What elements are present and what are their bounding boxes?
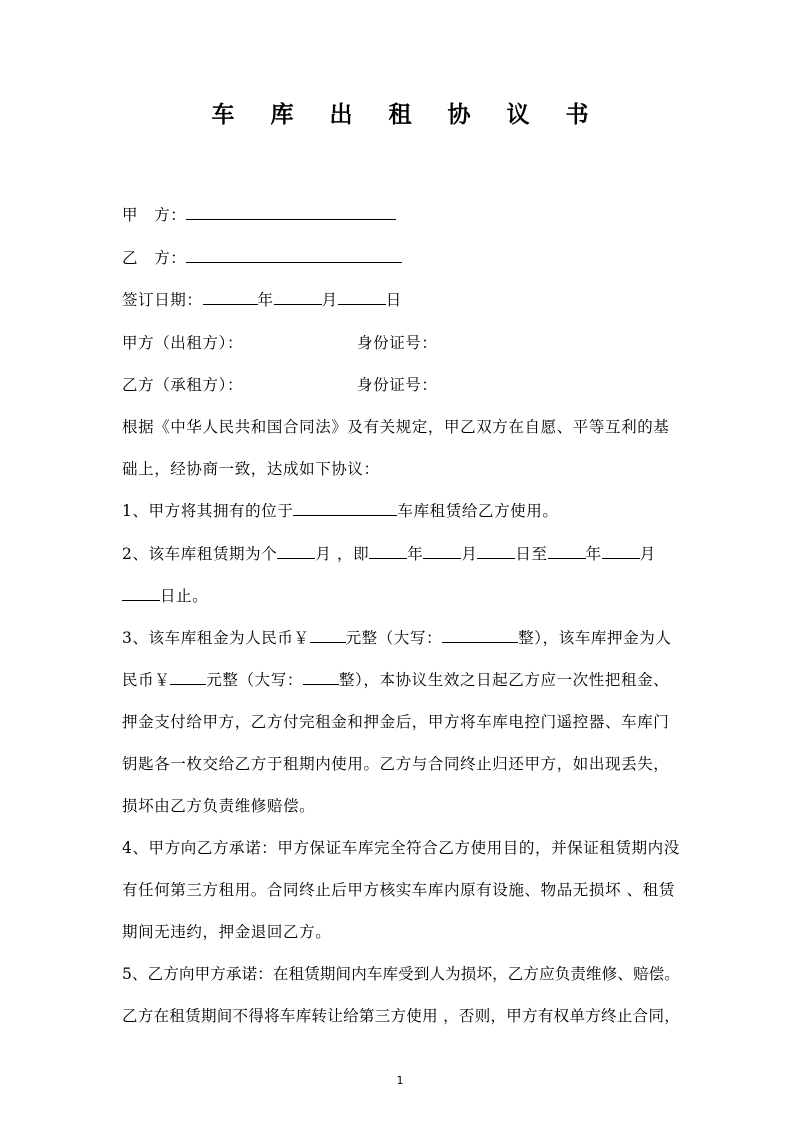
clause-4-line-1: 4、甲方向乙方承诺：甲方保证车库完全符合乙方使用目的，并保证租赁期内没 [122, 839, 680, 857]
sign-year-blank[interactable] [203, 290, 258, 305]
deposit-amount-blank[interactable] [170, 670, 206, 685]
party-a-blank[interactable] [186, 205, 396, 220]
deposit-amount-words-blank[interactable] [303, 670, 339, 685]
clause-2-text-d: 月 [461, 545, 478, 563]
clause-3-line-3: 押金支付给甲方，乙方付完租金和押金后，甲方将车库电控门遥控器、车库门 [122, 713, 670, 731]
clause-4-line-3: 期间无违约，押金退回乙方。 [122, 923, 332, 941]
clause-5-line-2: 乙方在租赁期间不得将车库转让给第三方使用 ，否则，甲方有权单方终止合同， [122, 1007, 681, 1025]
sign-month-unit: 月 [321, 291, 338, 309]
clause-2-line-1 [122, 544, 656, 564]
clause-3-text-a: 3、该车库租金为人民币￥ [122, 629, 310, 647]
lessee-line [122, 375, 438, 395]
intro-line-2: 础上，经协商一致，达成如下协议： [122, 460, 380, 478]
lessor-id-label: 身份证号： [357, 334, 438, 352]
lessor-label: 甲方（出租方）： [122, 334, 244, 352]
lessee-id-label: 身份证号： [357, 376, 438, 394]
clause-2-text-a: 2、该车库租赁期为个 [122, 545, 278, 563]
sign-date-line [122, 290, 402, 310]
clause-3-text-f: 整），本协议生效之日起乙方应一次性把租金、 [338, 671, 670, 689]
sign-month-blank[interactable] [274, 290, 322, 305]
rent-amount-blank[interactable] [310, 628, 346, 643]
sign-day-unit: 日 [385, 291, 402, 309]
clause-2-text-b: 月 ，即 [315, 545, 370, 563]
clause-3-line-4: 钥匙各一枚交给乙方于租期内使用。乙方与合同终止归还甲方，如出现丢失， [122, 755, 670, 773]
party-a-label: 甲 方： [122, 206, 187, 224]
party-b-line [122, 248, 402, 268]
sign-day-blank[interactable] [338, 290, 386, 305]
clause-2-text-g: 月 [639, 545, 656, 563]
clause-2-text-c: 年 [407, 545, 424, 563]
clause-1-text-a: 1、甲方将其拥有的位于 [122, 502, 294, 520]
lessor-line [122, 333, 438, 353]
clause-3-text-b: 元整（大写： [345, 629, 443, 647]
clause-4-line-2: 有任何第三方租用。合同终止后甲方核实车库内原有设施、物品无损坏 、租赁 [122, 881, 675, 899]
sign-year-unit: 年 [257, 291, 274, 309]
rent-amount-words-blank[interactable] [442, 628, 518, 643]
end-day-blank[interactable] [122, 586, 160, 601]
intro-line-1: 根据《中华人民共和国合同法》及有关规定，甲乙双方在自愿、平等互利的基 [122, 418, 670, 436]
start-month-blank[interactable] [423, 544, 461, 559]
party-b-label: 乙 方： [122, 249, 187, 267]
clause-2-text-h: 日止。 [160, 587, 209, 605]
clause-3-line-1 [122, 628, 671, 648]
party-a-line [122, 205, 396, 225]
clause-1-text-b: 车库租赁给乙方使用。 [397, 502, 559, 520]
clause-2-text-f: 年 [585, 545, 602, 563]
page-number: 1 [396, 1074, 404, 1087]
start-day-blank[interactable] [477, 544, 515, 559]
garage-location-blank[interactable] [293, 501, 397, 516]
lessee-label: 乙方（承租方）： [122, 376, 244, 394]
end-year-blank[interactable] [548, 544, 586, 559]
clause-3-text-c: 整），该车库押金为人 [518, 629, 672, 647]
clause-2-text-e: 日至 [515, 545, 548, 563]
sign-date-label: 签订日期： [122, 291, 203, 309]
clause-1 [122, 501, 558, 521]
end-month-blank[interactable] [602, 544, 640, 559]
party-b-blank[interactable] [186, 248, 402, 263]
clause-3-text-d: 民币￥ [122, 671, 171, 689]
start-year-blank[interactable] [369, 544, 407, 559]
clause-5-line-1: 5、乙方向甲方承诺：在租赁期间内车库受到人为损坏，乙方应负责维修、赔偿。 [122, 965, 680, 983]
lease-months-blank[interactable] [277, 544, 315, 559]
clause-3-line-2 [122, 670, 669, 690]
clause-2-line-2 [122, 586, 208, 606]
clause-3-text-e: 元整（大写： [206, 671, 303, 689]
document-title: 车 库 出 租 协 议 书 [211, 102, 603, 128]
clause-3-line-5: 损坏由乙方负责维修赔偿。 [122, 797, 316, 815]
